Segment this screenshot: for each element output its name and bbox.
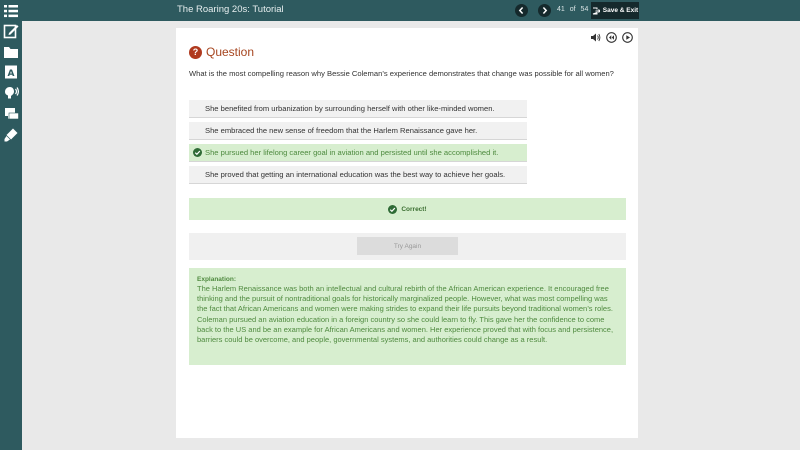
try-again-button[interactable]: Try Again xyxy=(357,237,458,255)
notes-icon[interactable] xyxy=(3,23,19,39)
question-text: What is the most compelling reason why Bessie Coleman’s experience demonstrates that change was possible for all women? xyxy=(189,69,614,78)
top-bar xyxy=(22,0,800,21)
exit-icon xyxy=(592,7,600,15)
page-total: 54 xyxy=(580,6,589,13)
rewind-icon[interactable] xyxy=(606,32,617,43)
question-header xyxy=(189,45,254,59)
glossary-icon[interactable] xyxy=(3,64,19,80)
page-counter xyxy=(557,6,591,13)
correct-feedback-banner xyxy=(189,198,626,220)
previous-page-button[interactable] xyxy=(515,4,528,17)
answer-choice[interactable] xyxy=(189,122,527,140)
audio-icon[interactable] xyxy=(3,85,19,101)
question-mark-icon: ? xyxy=(189,46,202,59)
chevron-right-icon xyxy=(538,4,551,17)
check-circle-icon xyxy=(388,205,397,214)
answer-choice-label: She proved that getting an international education was the best way to achieve her goals. xyxy=(205,170,506,179)
question-panel xyxy=(176,28,638,438)
speaker-icon[interactable] xyxy=(590,32,601,43)
check-circle-icon xyxy=(193,148,202,157)
translate-icon[interactable] xyxy=(3,106,19,122)
page-of: of xyxy=(569,6,576,13)
answer-choice-label: She pursued her lifelong career goal in aviation and persisted until she accomplished it. xyxy=(205,148,499,157)
explanation-box xyxy=(189,268,626,365)
svg-text:A: A xyxy=(7,69,15,79)
question-heading: Question xyxy=(206,45,255,59)
explanation-text: The Harlem Renaissance was both an intellectual and cultural rebirth of the African American experience. It encouraged free thinking and the pursuit of nontraditional goals for historically marginalized people. However, what was most compelling was the fact that African Americans and women were making strides to expand their life pursuits beyond traditional women’s roles. Coleman pursued an aviation education in a foreign country so she could learn to fly. This gave her the confidence to come back to the US and be an example for African Americans and women. Her experience proved that with focus and persistence, barriers could be overcome, and people, governmental systems, and authorities could change as a result. xyxy=(197,284,614,345)
answer-choice-label: She embraced the new sense of freedom that the Harlem Renaissance gave her. xyxy=(205,126,478,135)
highlighter-icon[interactable] xyxy=(3,127,19,143)
answer-choice[interactable] xyxy=(189,100,527,118)
feedback-text: Correct! xyxy=(401,205,427,213)
page-current: 41 xyxy=(557,6,565,13)
play-icon[interactable] xyxy=(622,32,633,43)
answer-choice-selected-correct[interactable] xyxy=(189,144,527,162)
app-title: The Roaring 20s: Tutorial xyxy=(177,4,284,15)
next-page-button[interactable] xyxy=(538,4,551,17)
save-exit-button[interactable] xyxy=(591,2,639,19)
try-again-area xyxy=(189,233,626,260)
explanation-label: Explanation: xyxy=(197,276,237,283)
save-exit-label: Save & Exit xyxy=(602,7,639,14)
left-sidebar xyxy=(0,0,22,450)
answer-choice-label: She benefited from urbanization by surrounding herself with other like-minded women. xyxy=(205,104,495,113)
menu-list-icon[interactable] xyxy=(3,3,19,19)
folder-icon[interactable] xyxy=(3,44,19,60)
answer-choice[interactable] xyxy=(189,166,527,184)
chevron-left-icon xyxy=(515,4,528,17)
